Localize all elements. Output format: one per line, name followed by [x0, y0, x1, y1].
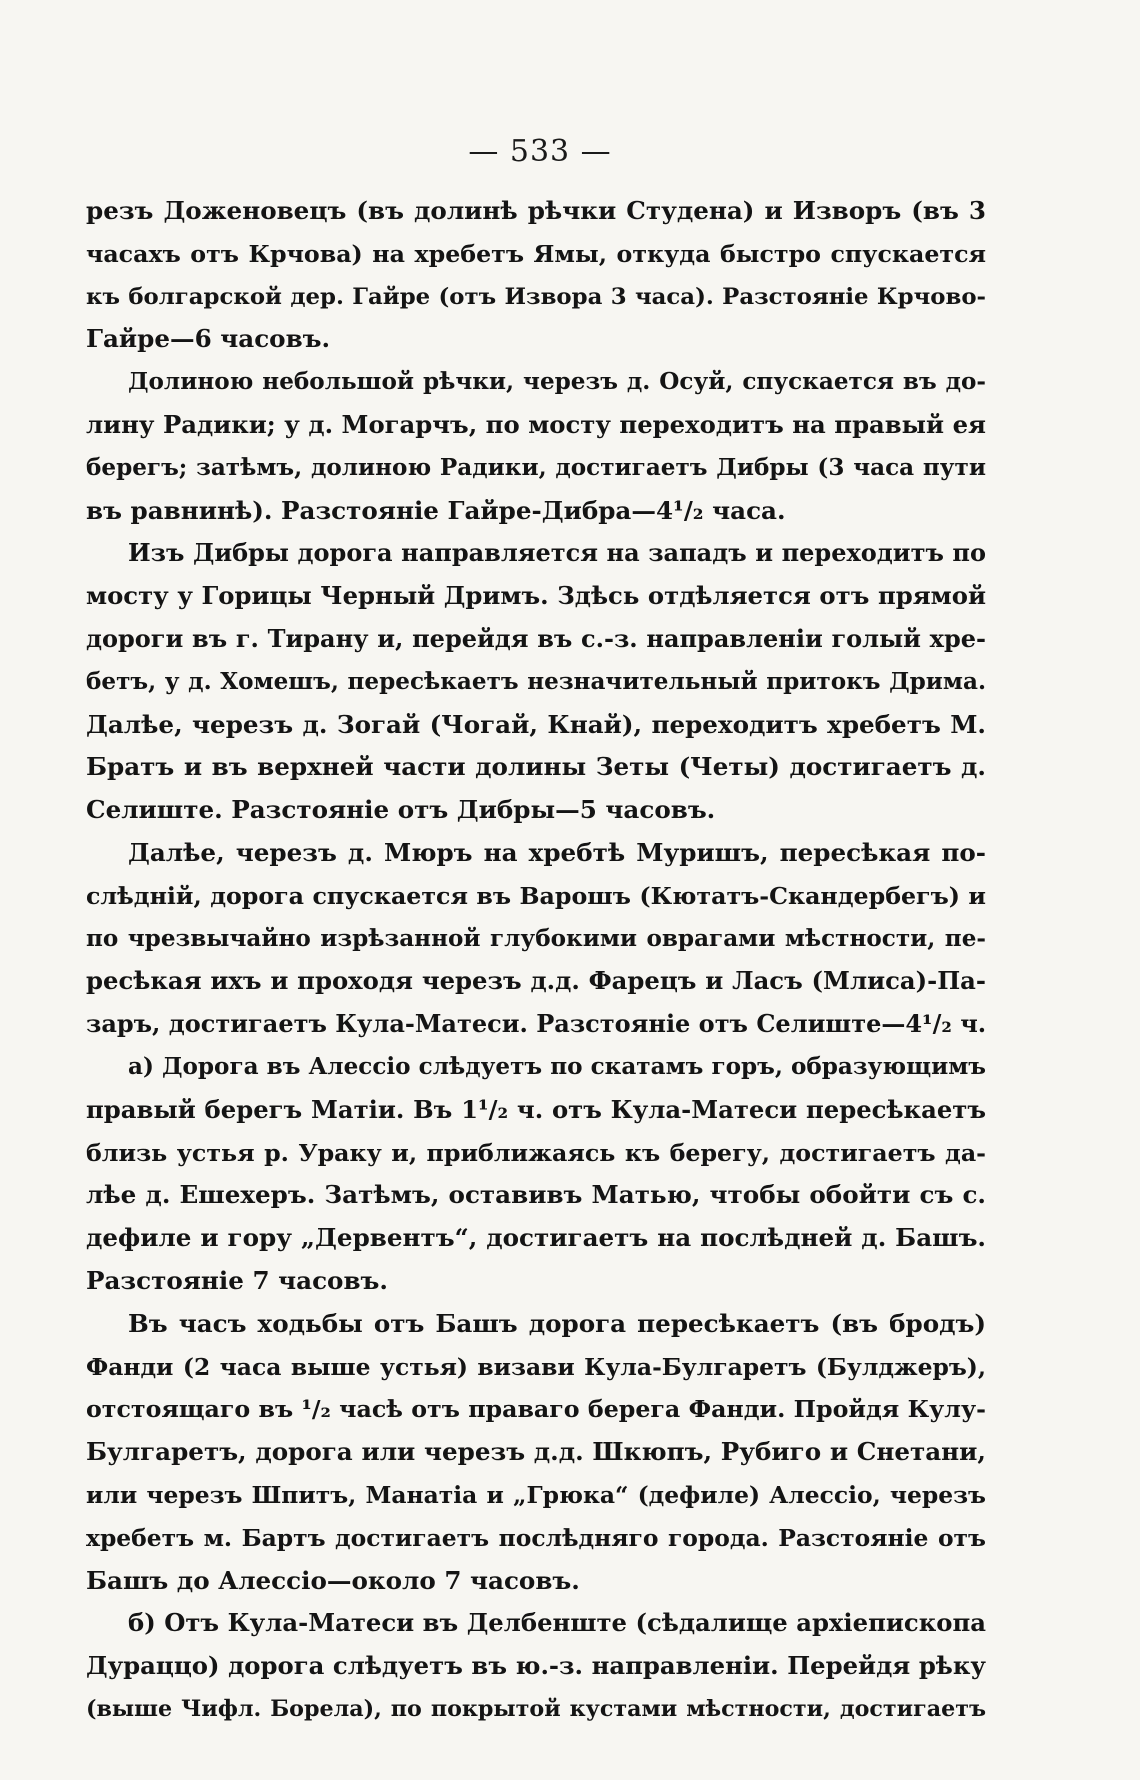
text-line: мосту у Горицы Черный Дримъ. Здѣсь отдѣляется отъ прямой	[86, 581, 986, 611]
text-line: б) Отъ Кула-Матеси въ Делбенште (сѣдалище архіепископа	[128, 1608, 986, 1638]
text-line: Башъ до Алессіо—около 7 часовъ.	[86, 1565, 580, 1595]
text-line: Далѣе, черезъ д. Мюръ на хребтѣ Муришъ, пересѣкая по-	[128, 837, 986, 867]
text-line: дороги въ г. Тирану и, перейдя въ с.-з. направленіи голый хре-	[86, 623, 986, 653]
text-line: резъ Доженовецъ (въ долинѣ рѣчки Студена) и Изворъ (въ 3	[86, 196, 986, 225]
text-line: слѣдній, дорога спускается въ Варошъ (Кютатъ-Скандербегъ) и	[86, 881, 986, 910]
text-line: лину Радики; у д. Могарчъ, по мосту переходитъ на правый ея	[86, 409, 986, 439]
text-line: въ равнинѣ). Разстояніе Гайре-Дибра—4¹/₂ часа.	[86, 495, 786, 525]
text-line: къ болгарской дер. Гайре (отъ Извора 3 часа). Разстояніе Крчово-	[86, 283, 986, 310]
text-line: Разстояніе 7 часовъ.	[86, 1265, 388, 1295]
text-line: а) Дорога въ Алессіо слѣдуетъ по скатамъ горъ, образующимъ	[128, 1052, 986, 1080]
text-line: Гайре—6 часовъ.	[86, 324, 331, 354]
text-line: Въ часъ ходьбы отъ Башъ дорога пересѣкаетъ (въ бродъ)	[128, 1308, 986, 1338]
text-line: Дураццо) дорога слѣдуетъ въ ю.-з. направленіи. Перейдя рѣку	[86, 1651, 986, 1681]
text-line: хребетъ м. Бартъ достигаетъ послѣдняго города. Разстояніе отъ	[86, 1523, 986, 1552]
text-line: дефиле и гору „Дервентъ“, достигаетъ на послѣдней д. Башъ.	[86, 1223, 986, 1253]
text-line: Селиште. Разстояніе отъ Дибры—5 часовъ.	[86, 795, 716, 825]
body-text	[86, 190, 986, 1731]
text-line: Фанди (2 часа выше устья) визави Кула-Булгаретъ (Булджеръ),	[86, 1352, 986, 1381]
text-line: часахъ отъ Крчова) на хребетъ Ямы, откуда быстро спускается	[86, 239, 986, 268]
text-line: Долиною небольшой рѣчки, черезъ д. Осуй, спускается въ до-	[128, 368, 986, 396]
text-line: или черезъ Шпитъ, Манатіа и „Грюка“ (дефиле) Алессіо, черезъ	[86, 1480, 986, 1509]
text-line: отстоящаго въ ¹/₂ часѣ отъ праваго берега Фанди. Пройдя Кулу-	[86, 1395, 986, 1424]
text-line: правый берегъ Матіи. Въ 1¹/₂ ч. отъ Кула-Матеси пересѣкаетъ	[86, 1094, 986, 1124]
text-line: Братъ и въ верхней части долины Зеты (Четы) достигаетъ д.	[86, 752, 986, 782]
page-number: — 533 —	[468, 134, 612, 169]
text-line: берегъ; затѣмъ, долиною Радики, достигаетъ Дибры (3 часа пути	[86, 453, 986, 481]
text-line: близь устья р. Ураку и, приближаясь къ берегу, достигаетъ да-	[86, 1138, 986, 1167]
text-line: бетъ, у д. Хомешъ, пересѣкаетъ незначительный притокъ Дрима.	[86, 667, 986, 695]
text-line: (выше Чифл. Борела), по покрытой кустами мѣстности, достигаетъ	[86, 1695, 986, 1722]
text-line: по чрезвычайно изрѣзанной глубокими оврагами мѣстности, пе-	[86, 924, 986, 952]
text-line: Изъ Дибры дорога направляется на западъ и переходитъ по	[128, 538, 986, 568]
text-line: Булгаретъ, дорога или черезъ д.д. Шкюпъ, Рубиго и Снетани,	[86, 1437, 986, 1467]
text-line: Далѣе, черезъ д. Зогай (Чогай, Кнай), переходитъ хребетъ М.	[86, 709, 986, 739]
text-line: лѣе д. Ешехеръ. Затѣмъ, оставивъ Матью, чтобы обойти съ с.	[86, 1180, 986, 1210]
text-line: ресѣкая ихъ и проходя черезъ д.д. Фарецъ и Ласъ (Млиса)-Па-	[86, 966, 986, 996]
text-line: заръ, достигаетъ Кула-Матеси. Разстояніе отъ Селиште—4¹/₂ ч.	[86, 1009, 986, 1039]
